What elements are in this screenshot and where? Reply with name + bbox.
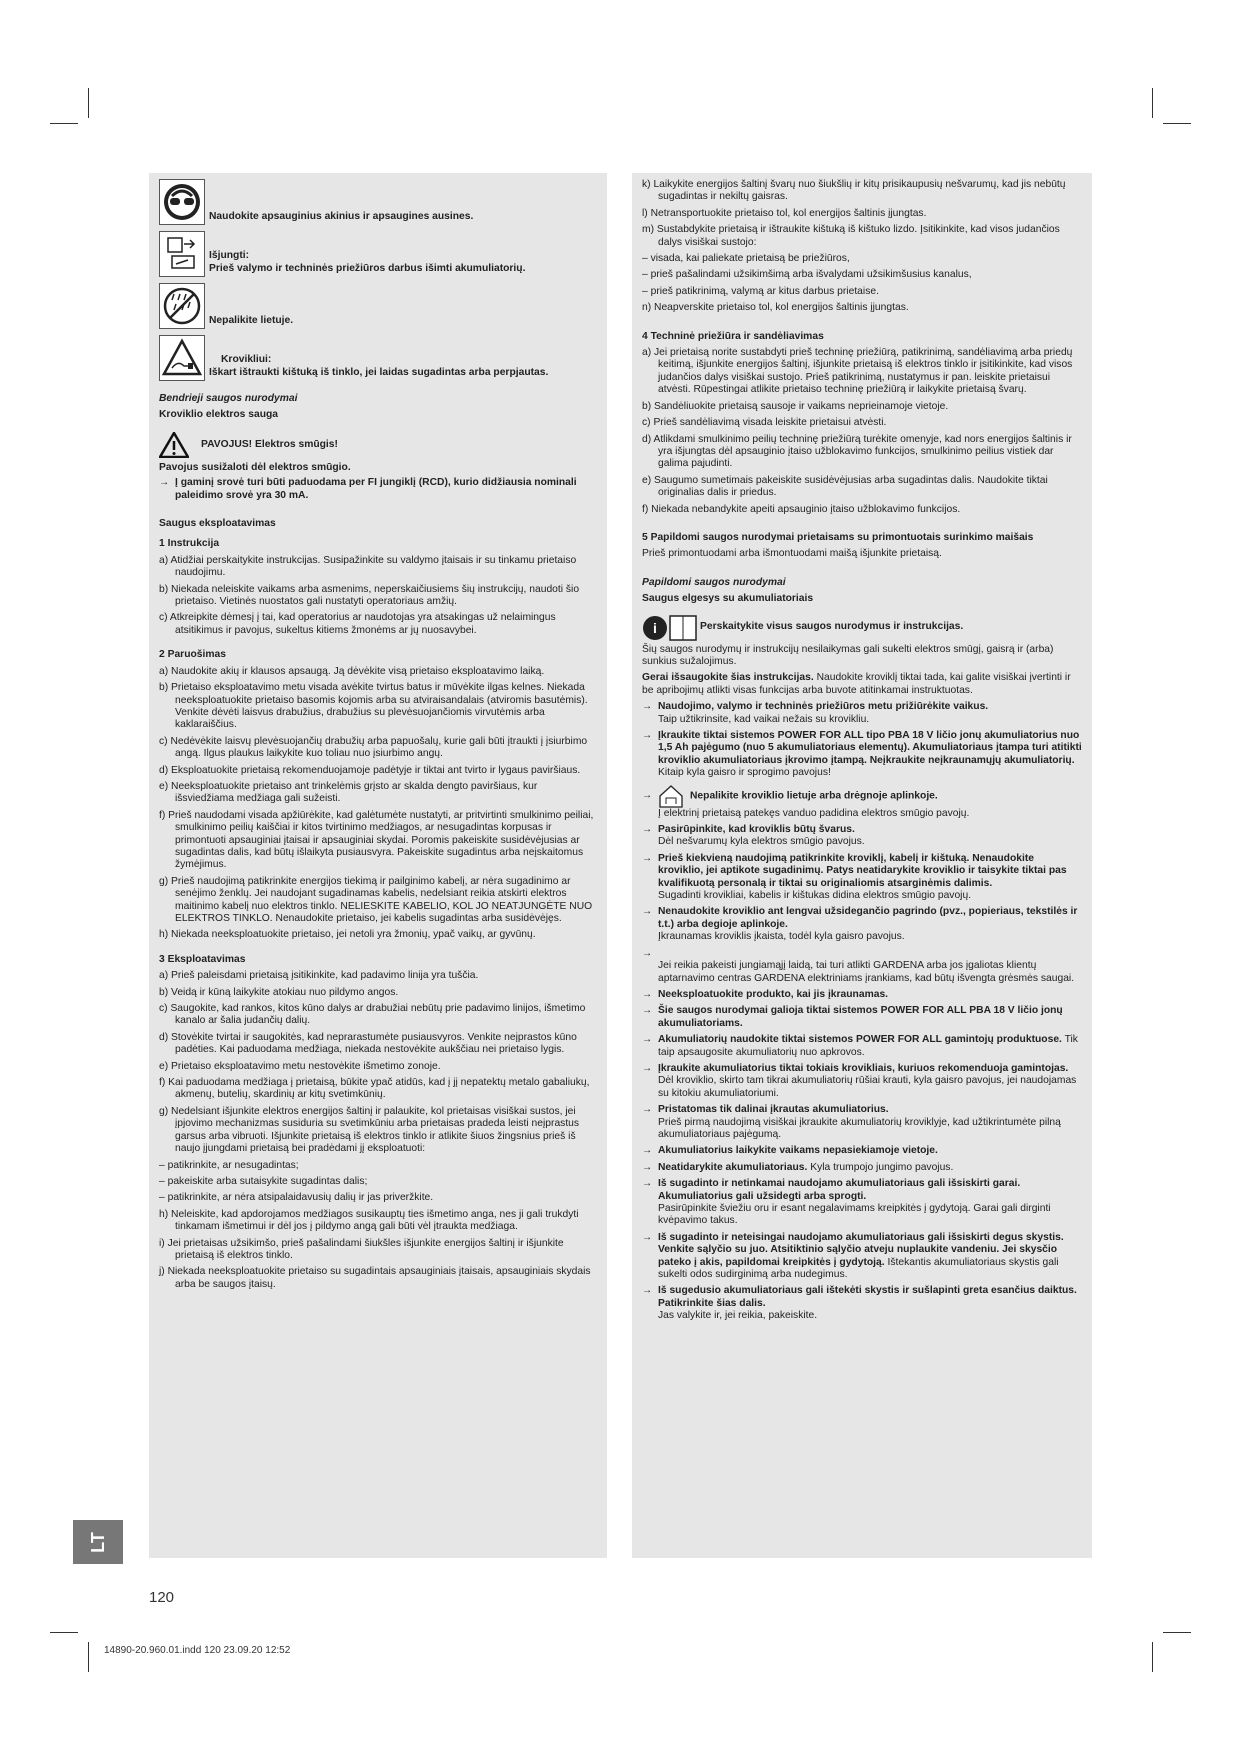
icon-title: Išjungti:	[209, 250, 250, 262]
arrow-icon: →	[159, 477, 170, 489]
list-item: a) Jei prietaisą norite sustabdyti prieš techninę priežiūrą, patikrinimą, sandėliavimą arba priedų keitimą, išjunkite energijos šaltinį, išjunkite prietaisą iš elektros tinklo ir įsitikinkite, kad visos judančios dalys visiškai sustojo. Prieš patikrinimą, nustatymus ir pan. leiskite prietaisui atvėsti. Rūpestingai atlikite prietaiso techninę priežiūrą ir laikykite prietaisą švarų.	[642, 347, 1073, 396]
icon-desc: Iškart ištraukti kištuką iš tinklo, jei laidas sugadintas arba perpjautas.	[209, 366, 549, 378]
dash-item: – pakeiskite arba sutaisykite sugadintas dalis;	[159, 1175, 368, 1187]
arrow-item	[642, 1232, 1082, 1282]
read-manual-icon	[642, 614, 698, 642]
left-column	[149, 173, 607, 1558]
arrow-item	[642, 1063, 1082, 1100]
arrow-item	[642, 1104, 1082, 1141]
arrow-icon: →	[642, 1285, 653, 1297]
list-item: i) Jei prietaisas užsikimšo, prieš pašalindami šiukšles išjunkite energijos šaltinį ir išjunkite prietaisą iš elektros tinklo.	[159, 1237, 564, 1261]
crop-mark	[1152, 88, 1153, 118]
arrow-text: Kitaip kyla gaisro ir sprogimo pavojus!	[658, 767, 831, 779]
icon-desc: Prieš valymo ir techninės priežiūros darbus išimti akumuliatorių.	[209, 262, 526, 274]
crop-mark	[88, 1642, 89, 1672]
icon-row-charger	[159, 335, 597, 381]
arrow-list	[642, 701, 1082, 1322]
page-number: 120	[149, 1589, 175, 1606]
section-heading: Saugus eksploatavimas	[159, 518, 276, 530]
dash-item: – patikrinkite, ar nėra atsipalaidavusių dalių ir jas priveržkite.	[159, 1192, 434, 1204]
arrow-text: Dėl nešvarumų kyla elektros smūgio pavojus.	[658, 836, 865, 848]
arrow-bold-text: Iš sugadinto ir netinkamai naudojamo akumuliatoriaus gali išsiskirti garai. Akumuliatorius gali užsidegti arba sprogti.	[658, 1178, 1021, 1202]
crop-mark	[50, 123, 78, 124]
language-tab	[73, 1520, 123, 1564]
arrow-bold-text: Iš sugadinto ir neteisingai naudojamo akumuliatoriaus gali išsiskirti degus skystis. Venkite sąlyčio su juo. Atsitiktinio sąlyčio atveju nuplaukite vandeniu. Jei skysčio pateko į akis, papildomai kreipkitės į gydytoją.	[658, 1231, 1064, 1268]
list-item: f) Niekada nebandykite apeiti apsauginio įtaiso užblokavimo funkcijos.	[642, 503, 961, 515]
list-item: b) Prietaiso eksploatavimo metu visada avėkite tvirtus batus ir mūvėkite ilgas kelnes. Niekada neeksploatuokite prietaiso basomis kojomis arba su atviraisandalais (atviromis basutėmis). Venkite dėvėti laisvus drabužius, drabužius su plevėsuojančiomis virvutėmis arba kaklaraiščius.	[159, 682, 588, 731]
dash-item: – visada, kai paliekate prietaisą be priežiūros,	[642, 253, 850, 265]
arrow-item	[642, 1162, 1082, 1174]
list-item: c) Prieš sandėliavimą visada leiskite prietaisui atvėsti.	[642, 417, 887, 429]
language-tab-label: LT	[87, 1531, 108, 1553]
arrow-icon: →	[642, 1161, 653, 1173]
arrow-icon: →	[642, 1034, 653, 1046]
icon-title: Krovikliui:	[221, 354, 272, 366]
section-heading: 1 Instrukcija	[159, 538, 220, 550]
list-item: n) Neapverskite prietaiso tol, kol energijos šaltinis įjungtas.	[642, 302, 909, 314]
arrow-item	[642, 1034, 1082, 1059]
arrow-bold-text: Akumuliatorių naudokite tiktai sistemos POWER FOR ALL gamintojų produktuose.	[658, 1034, 1062, 1046]
arrow-icon: →	[642, 1178, 653, 1190]
arrow-text: Taip užtikrinsite, kad vaikai nežais su krovikliu.	[658, 713, 870, 725]
arrow-item	[642, 784, 1082, 820]
arrow-icon: →	[642, 790, 653, 802]
arrow-icon: →	[642, 1145, 653, 1157]
icon-text: Naudokite apsauginius akinius ir apsaugines ausines.	[209, 210, 474, 222]
list-item: m) Sustabdykite prietaisą ir ištraukite kištuką iš kištuko lizdo. Įsitikinkite, kad visos judančios dalys visiškai sustojo:	[642, 224, 1060, 248]
arrow-text: Įkraunamas kroviklis įkaista, todėl kyla gaisro pavojus.	[658, 931, 905, 943]
paragraph	[642, 672, 1082, 697]
list-item: j) Niekada neeksploatuokite prietaiso su sugadintais apsauginiais įtaisais, apsauginiais skydais arba be saugos įtaisų.	[159, 1266, 591, 1290]
list-item: a) Atidžiai perskaitykite instrukcijas. Susipažinkite su valdymo įtaisais ir su tinkamu prietaiso naudojimu.	[159, 554, 577, 579]
arrow-icon: →	[642, 988, 653, 1000]
dash-item: – prieš patikrinimą, valymą ar kitus darbus prietaise.	[642, 285, 879, 297]
list-item: e) Saugumo sumetimais pakeiskite susidėvėjusias arba sugadintas dalis. Naudokite tiktai originalias dalis ir priedus.	[642, 474, 1048, 499]
list-item: e) Prietaiso eksploatavimo metu nestovėkite išmetimo zonoje.	[159, 1060, 441, 1072]
arrow-bold-text: Šie saugos nurodymai galioja tiktai sistemos POWER FOR ALL PBA 18 V ličio jonų akumuliatoriams.	[658, 1005, 1063, 1029]
list-item: h) Niekada neeksploatuokite prietaiso, jei netoli yra žmonių, ypač vaikų, ar gyvūnų.	[159, 929, 536, 941]
arrow-bold-text: Pristatomas tik dalinai įkrautas akumuliatorius.	[658, 1104, 889, 1116]
section-heading: 3 Eksploatavimas	[159, 953, 246, 965]
arrow-item	[642, 1285, 1082, 1322]
arrow-text: Ištekantis akumuliatoriaus skystis gali sukelti odos sudirginimą arba nudegimus.	[658, 1256, 1059, 1281]
arrow-icon: →	[642, 947, 653, 959]
list-item: h) Neleiskite, kad apdorojamos medžiagos susikauptų ties išmetimo anga, nes ji gali trukdyti tinkamam išmetimui ir dėl jos į pildymo angą gali būti vėl įtraukta medžiaga.	[159, 1208, 579, 1233]
icon-row-battery	[159, 231, 597, 277]
dash-item: – prieš pašalindami užsikimšimą arba išvalydami užsikimšusius kanalus,	[642, 269, 972, 281]
charger-warning-icon	[159, 335, 205, 381]
read-all-line	[642, 614, 1082, 642]
crop-mark	[1163, 123, 1191, 124]
rcd-text: Į gaminį srovė turi būti paduodama per FI jungiklį (RCD), kurio didžiausia nominali paleidimo srovė yra 30 mA.	[175, 477, 577, 501]
arrow-text: Jei reikia pakeisti jungiamąjį laidą, tai turi atlikti GARDENA arba jos įgaliotas klientų aptarnavimo centras GARDENA elektriniams įrankiams, kad būtų išvengta grėsmės saugai.	[658, 960, 1075, 984]
arrow-icon: →	[642, 906, 653, 918]
arrow-bold-text: Nepalikite kroviklio lietuje arba drėgnoje aplinkoje.	[690, 790, 938, 802]
arrow-bold-text: Neeksploatuokite produkto, kai jis įkraunamas.	[658, 988, 889, 1000]
arrow-icon: →	[642, 1005, 653, 1017]
list-item: b) Sandėliuokite prietaisą sausoje ir vaikams neprieinamoje vietoje.	[642, 400, 949, 412]
arrow-icon: →	[642, 730, 653, 741]
list-item: l) Netransportuokite prietaiso tol, kol energijos šaltinis įjungtas.	[642, 207, 927, 219]
arrow-item	[642, 906, 1082, 943]
arrow-bold-text: Pasirūpinkite, kad kroviklis būtų švarus.	[658, 824, 855, 836]
arrow-item	[642, 730, 1082, 780]
arrow-bold-text: Įkraukite akumuliatorius tiktai tokiais krovikliais, kuriuos rekomenduoja gamintojas.	[658, 1062, 1069, 1074]
list-item: k) Laikykite energijos šaltinį švarų nuo šiukšlių ir kitų prisikaupusių nešvarumų, kad jis nebūtų sugadintas ir nekiltų gaisras.	[642, 179, 1066, 203]
list-item: d) Stovėkite tvirtai ir saugokitės, kad neprarastumėte pusiausvyros. Venkite neįprastos kūno padėties. Kai paduodama medžiaga, niekada nestovėkite aukščiau nei prietaiso lygis.	[159, 1031, 577, 1056]
arrow-bold-text: Iš sugedusio akumuliatoriaus gali ištekėti skystis ir sušlapinti greta esančius daiktus. Patikrinkite šias dalis.	[658, 1285, 1077, 1309]
danger-text: PAVOJUS! Elektros smūgis!	[201, 438, 338, 450]
arrow-bold-text: Akumuliatorius laikykite vaikams nepasiekiamoje vietoje.	[658, 1145, 938, 1157]
icon-text: Nepalikite lietuje.	[209, 314, 294, 326]
list-item: c) Atkreipkite dėmesį į tai, kad operatorius ar naudotojas yra atsakingas už nelaimingus atsitikimus ir pavojus, sukeltus kitiems žmonėms ar jų nuosavybei.	[159, 612, 556, 636]
section-heading: Kroviklio elektros sauga	[159, 409, 279, 421]
paragraph: Šių saugos nurodymų ir instrukcijų nesilaikymas gali sukelti elektros smūgį, gaisrą ir (arba) sunkius sužalojimus.	[642, 643, 1054, 667]
list-item: c) Saugokite, kad rankos, kitos kūno dalys ar drabužiai nebūtų prie padavimo linijos, išmetimo kanalo ar šalia judančių dalių.	[159, 1003, 586, 1027]
list-item: g) Nedelsiant išjunkite elektros energijos šaltinį ir palaukite, kol prietaisas visiškai sustos, jei įpjovimo mechanizmas susiduria su svetimkūniu arba prietaisas pradeda leisti neįprastus garsus arba vibruoti. Išjunkite prietaisą iš elektros tinklo ir atlikite šiuos žingsnius prieš iš naujo įjungdami prietaisą bei pradėdami jį eksploatuoti:	[159, 1105, 580, 1155]
arrow-bold-text: Naudojimo, valymo ir techninės priežiūros metu prižiūrėkite vaikus.	[658, 701, 989, 713]
arrow-bold-text: Įkraukite tiktai sistemos POWER FOR ALL tipo PBA 18 V ličio jonų akumuliatorius nuo 1,5 Ah pajėgumo (nuo 5 akumuliatoriaus elementų). Akumuliatoriaus įtampa turi atitikti kroviklio akumuliatoriaus įkrovimo įtampą. Neįkraukite neįkraunamųjų akumuliatorių.	[658, 730, 1082, 766]
icon-text	[209, 250, 525, 277]
keep-bold: Gerai išsaugokite šias instrukcijas.	[642, 672, 814, 684]
no-rain-icon	[159, 283, 205, 329]
list-item: d) Eksploatuokite prietaisą rekomenduojamoje padėtyje ir tiktai ant tvirto ir lygaus paviršiaus.	[159, 764, 581, 776]
arrow-bold-text: Nenaudokite kroviklio ant lengvai užsidegančio pagrindo (pvz., popieriaus, tekstilės ir t.t.) arba degioje aplinkoje.	[658, 906, 1078, 930]
crop-mark	[50, 1632, 78, 1633]
arrow-text: Pasirūpinkite šviežiu oru ir esant negalavimams kreipkitės į gydytoją. Garai gali dirginti kvėpavimo takus.	[658, 1203, 1051, 1227]
list-item: g) Prieš naudojimą patikrinkite energijos tiekimą ir pailginimo kabelį, ar nėra sugadinimo ar senėjimo ženklų. Jei naudojant sugadinamas kabelis, nedelsiant reikia atskirti elektros maitinimo kabelį nuo elektros tinklo. NELIESKITE KABELIO, KOL JO NEATJUNGĖTE NUO ELEKTROS TINKLO. Nenaudokite prietaiso, jei kabelis sugadintas arba susidėvėjęs.	[159, 875, 593, 924]
section-heading: 2 Paruošimas	[159, 649, 226, 661]
battery-remove-icon	[159, 231, 205, 277]
list-item: f) Prieš naudodami visada apžiūrėkite, kad galėtumėte nustatyti, ar pritvirtinti smulkinimo peiliai, smulkinimo peilių kaiščiai ir kitos tvirtinimo medžiagos, ar nesugadintas korpusas ir primontuoti apsauginiai įtaisai ir apsauginiai skydai. Poromis pakeiskite susidėvėjusias ar sugadintas dalis, kad būtų išlaikyta pusiausvyra. Pakeiskite sugadintus arba neįskaitomus žymėjimus.	[159, 809, 594, 871]
warning-icon	[159, 432, 189, 458]
section-heading: 4 Techninė priežiūra ir sandėliavimas	[642, 330, 824, 342]
arrow-bold-text: Neatidarykite akumuliatoriaus.	[658, 1161, 808, 1173]
arrow-item	[642, 701, 1082, 726]
arrow-bold-text: Prieš kiekvieną naudojimą patikrinkite kroviklį, kabelį ir kištuką. Nenaudokite kroviklio, jei aptikote sugadinimų. Patys neatidarykite kroviklio ir taisykite tiktai pas kvalifikuotą personalą ir tiktai su originaliomis atsarginėmis dalimis.	[658, 852, 1067, 889]
read-all-text: Perskaitykite visus saugos nurodymus ir instrukcijas.	[700, 621, 964, 633]
arrow-text: Dėl kroviklio, skirto tam tikrai akumuliatorių rūšiai krauti, kyla gaisro pavojus, jei naudojamas su kitokiu akumuliatoriumi.	[658, 1075, 1077, 1099]
arrow-icon: →	[642, 1104, 653, 1116]
arrow-text: Prieš pirmą naudojimą visiškai įkraukite akumuliatorių kroviklyje, kad užtikrintumėte pilną akumuliatoriaus pajėgumą.	[658, 1116, 1061, 1140]
icon-text	[209, 354, 548, 381]
section-heading: Papildomi saugos nurodymai	[642, 576, 786, 588]
list-item: a) Naudokite akių ir klausos apsaugą. Ją dėvėkite visą prietaiso eksploatavimo laiką.	[159, 665, 545, 677]
arrow-text: Sugadinti krovikliai, kabelis ir kištukas didina elektros smūgio pavojų.	[658, 890, 972, 902]
crop-mark	[1152, 1642, 1153, 1672]
list-item: b) Niekada neleiskite vaikams arba asmenims, neperskaičiusiems šių instrukcijų, naudoti šio prietaiso. Vietinės nuostatos gali nustatyti operatoriaus amžių.	[159, 583, 580, 608]
crop-mark	[1163, 1632, 1191, 1633]
arrow-icon: →	[642, 852, 653, 864]
arrow-icon: →	[642, 1231, 653, 1243]
paragraph: Prieš primontuodami arba išmontuodami maišą išjunkite prietaisą.	[642, 548, 942, 560]
arrow-item	[642, 948, 1082, 985]
arrow-item	[642, 1005, 1082, 1030]
danger-line	[159, 432, 597, 458]
arrow-item	[642, 1178, 1082, 1228]
list-item: a) Prieš paleisdami prietaisą įsitikinkite, kad padavimo linija yra tuščia.	[159, 970, 479, 982]
arrow-item	[642, 824, 1082, 849]
list-item: d) Atlikdami smulkinimo peilių techninę priežiūrą turėkite omenyje, kad nors energijos šaltinis ir yra išjungtas dėl apsauginio įtaiso užblokavimo funkcijos, smulkinimo peilius vistiek dar galima pajudinti.	[642, 433, 1072, 470]
list-item: f) Kai paduodama medžiaga į prietaisą, būkite ypač atidūs, kad į jį nepatektų metalo gabaliukų, akmenų, butelių, skardinių ar kitų svetimkūnių.	[159, 1077, 590, 1101]
section-heading: 5 Papildomi saugos nurodymai prietaisams su primontuotais surinkimo maišais	[642, 531, 1034, 543]
rcd-note	[159, 477, 597, 502]
arrow-text: Jas valykite ir, jei reikia, pakeiskite.	[658, 1310, 818, 1322]
goggles-earmuffs-icon	[159, 179, 205, 225]
arrow-text: Kyla trumpojo jungimo pavojus.	[807, 1161, 954, 1173]
icon-row-rain	[159, 283, 597, 329]
arrow-icon: →	[642, 701, 653, 713]
section-heading: Saugus elgesys su akumuliatoriais	[642, 593, 814, 605]
icon-row-goggles	[159, 179, 597, 225]
arrow-text: Į elektrinį prietaisą patekęs vanduo padidina elektros smūgio pavojų.	[658, 807, 970, 819]
right-column	[632, 173, 1092, 1558]
arrow-icon: →	[642, 1062, 653, 1074]
keep-text: Naudokite kroviklį tiktai tada, kai galite visiškai įvertinti ir be apribojimų atlikti visas funkcijas arba buvote atitinkamai instruktuotas.	[642, 672, 1071, 696]
arrow-item	[642, 989, 1082, 1001]
dash-item: – patikrinkite, ar nesugadintas;	[159, 1159, 299, 1171]
arrow-item	[642, 853, 1082, 903]
list-item: b) Veidą ir kūną laikykite atokiau nuo pildymo angos.	[159, 986, 399, 998]
danger-sub: Pavojus susižaloti dėl elektros smūgio.	[159, 461, 351, 473]
house-icon	[658, 784, 684, 808]
arrow-text: Tik taip apsaugosite akumuliatorių nuo apkrovos.	[658, 1034, 1078, 1058]
arrow-icon: →	[642, 824, 653, 836]
list-item: c) Nedėvėkite laisvų plevėsuojančių drabužių arba papuošalų, kurie gali būti įtraukti į įsiurbimo angą. Ilgus plaukus laikykite kuo toliau nuo įsiurbimo angų.	[159, 735, 588, 760]
arrow-item	[642, 1145, 1082, 1157]
crop-mark	[88, 88, 89, 118]
svg-text:i: i	[653, 619, 657, 636]
section-heading: Bendrieji saugos nurodymai	[159, 393, 298, 404]
list-item: e) Neeksploatuokite prietaiso ant trinkelėmis grįsto ar skalda dengto paviršiaus, kur išsviedžiama medžiaga gali sužeisti.	[159, 780, 538, 805]
print-footer: 14890-20.960.01.indd 120 23.09.20 12:52	[104, 1645, 291, 1656]
